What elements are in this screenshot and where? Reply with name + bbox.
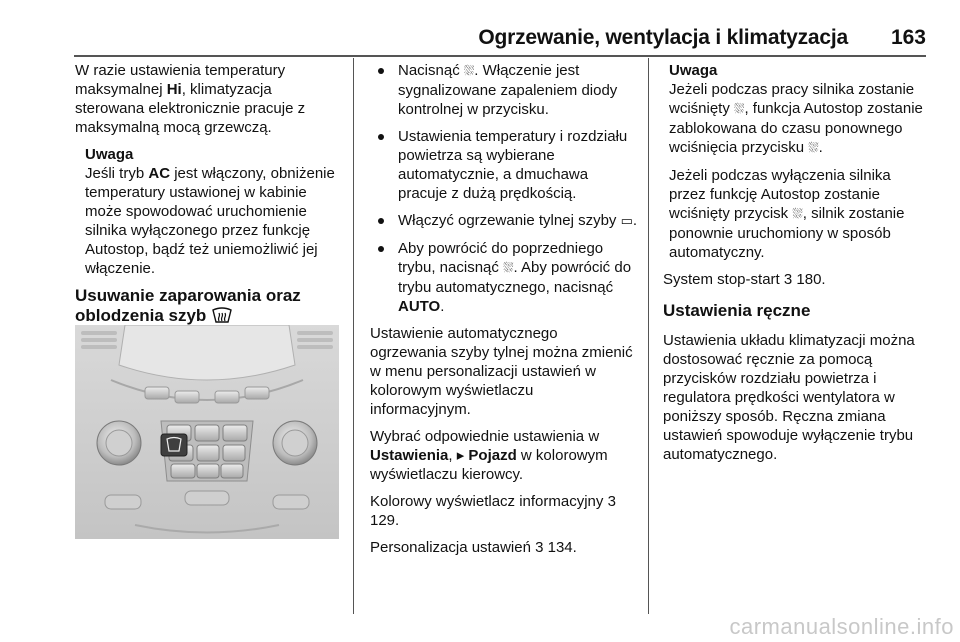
paragraph-settings-path: Wybrać odpowiednie ustawienia w Ustawienia, ▸ Pojazd w kolorowym wyświetlaczu kierowcy. [370,428,608,483]
intro-paragraph: W razie ustawienia temperatury maksymalnej Hi, klimatyzacja sterowana elektronicznie pracuje z maksymalną mocą grzewczą. [75,62,306,136]
watermark: carmanualsonline.info [729,614,954,639]
section-heading-defrost: Usuwanie zaparowania oraz oblodzenia szyb [75,286,301,325]
column-3 [663,61,928,472]
windshield-defrost-icon: ⛆ [463,64,475,79]
windshield-defrost-icon: ⛆ [808,141,819,156]
reference-stop-start[interactable]: System stop-start 3 180. [663,271,826,288]
paragraph-manual-settings: Ustawienia układu klimatyzacji można dostosować ręcznie za pomocą przycisków rozdziału powietrza i regulatora prędkości wentylatora w poniższy sposób. Ręczna zmiana ustawień spowoduje wyłączenie trybu automatycznego. [663,332,915,463]
column-2 [370,61,638,565]
windshield-defrost-icon: ⛆ [792,207,803,222]
note-title: Uwaga [669,62,718,79]
defrost-steps-list [370,61,638,316]
climate-control-panel-photo [75,325,339,539]
note-text: Jeżeli podczas pracy silnika zostanie wciśnięty ⛆, funkcja Autostop zostanie zablokowana do czasu ponownego wciśnięcia przycisku ⛆. [669,81,923,156]
reference-personalization[interactable]: Personalizacja ustawień 3 134. [370,539,577,556]
page-reference-arrow-icon: 3 [783,271,793,288]
rear-window-defrost-icon: ▭ [620,214,633,229]
section-heading-manual: Ustawienia ręczne [663,301,811,320]
list-item: Nacisnąć ⛆. Włączenie jest sygnalizowane zapaleniem diody kontrolnej w przycisku. [370,61,638,119]
menu-arrow-icon: ▸ [456,447,465,464]
note-autostop [85,145,345,278]
page-number: 163 [890,26,926,49]
page-reference-arrow-icon: 3 [535,539,544,556]
windshield-defrost-icon [211,307,233,323]
column-1 [75,61,345,336]
reference-info-display[interactable]: Kolorowy wyświetlacz informacyjny 3 129. [370,493,616,529]
list-item: Ustawienia temperatury i rozdziału powietrza są wybierane automatycznie, a dmuchawa pracuje z dużą prędkością. [370,127,638,203]
paragraph-auto-rear-heating: Ustawienie automatycznego ogrzewania szyby tylnej można zmienić w menu personalizacji ustawień w kolorowym wyświetlaczu informacyjnym. [370,325,633,418]
note-title: Uwaga [85,146,134,163]
note-text: Jeśli tryb AC jest włączony, obniżenie temperatury ustawionej w kabinie może spowodować uruchomienie silnika wyłączonego przez funkcję Autostop, bądź też uniemożliwić jej włączenie. [85,165,335,277]
windshield-defrost-icon: ⛆ [503,261,514,276]
note-text: Jeżeli podczas wyłączenia silnika przez funkcję Autostop zostanie wciśnięty przycisk ⛆, silnik zostanie ponownie uruchomiony w sposób automatyczny. [669,167,905,261]
note-defrost-autostop [669,61,928,262]
list-item: Aby powrócić do poprzedniego trybu, nacisnąć ⛆. Aby powrócić do trybu automatycznego, nacisnąć AUTO. [370,239,638,316]
windshield-defrost-icon: ⛆ [734,102,745,117]
column-divider-1 [353,58,354,614]
list-item: Włączyć ogrzewanie tylnej szyby ▭. [370,211,638,231]
header-divider [74,55,926,57]
column-divider-2 [648,58,649,614]
page-reference-arrow-icon: 3 [607,493,616,510]
chapter-title: Ogrzewanie, wentylacja i klimatyzacja [478,26,848,49]
